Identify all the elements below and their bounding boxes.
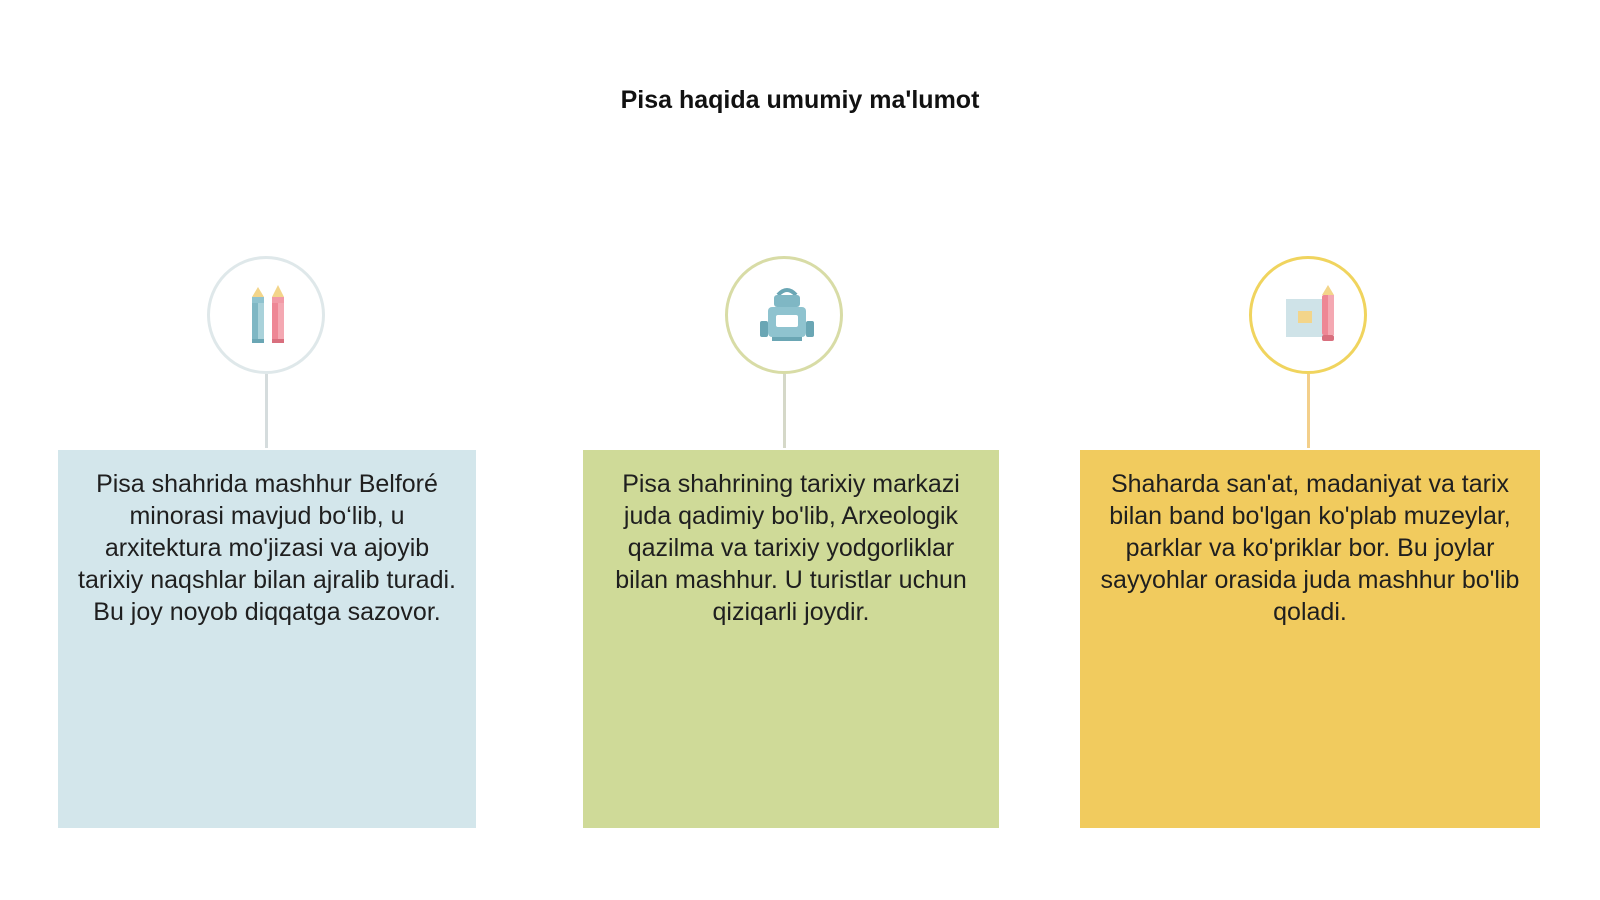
drawing-pencil-icon	[1276, 283, 1346, 353]
icon-circle	[1249, 256, 1367, 374]
info-card-text: Pisa shahrining tarixiy markazi juda qadimiy bo'lib, Arxeologik qazilma va tarixiy yodgorliklar bilan mashhur. U turistlar uchun qiziqarli joydir.	[615, 470, 967, 626]
info-card	[1080, 450, 1540, 828]
slide-title: Pisa haqida umumiy ma'lumot	[620, 86, 980, 114]
connector-line	[1307, 374, 1310, 448]
info-card	[583, 450, 999, 828]
info-card-text: Shaharda san'at, madaniyat va tarix bilan band bo'lgan ko'plab muzeylar, parklar va ko'priklar bor. Bu joylar sayyohlar orasida juda mashhur bo'lib qoladi.	[1100, 470, 1520, 626]
connector-line	[783, 374, 786, 448]
connector-line	[265, 374, 268, 448]
info-card-text: Pisa shahrida mashhur Belforé minorasi mavjud bo‘lib, u arxitektura mo'jizasi va ajoyib tarixiy naqshlar bilan ajralib turadi. Bu joy noyob diqqatga sazovor.	[78, 470, 456, 626]
pencils-icon	[234, 283, 304, 353]
icon-circle	[207, 256, 325, 374]
backpack-icon	[752, 283, 822, 353]
info-card	[58, 450, 476, 828]
icon-circle	[725, 256, 843, 374]
